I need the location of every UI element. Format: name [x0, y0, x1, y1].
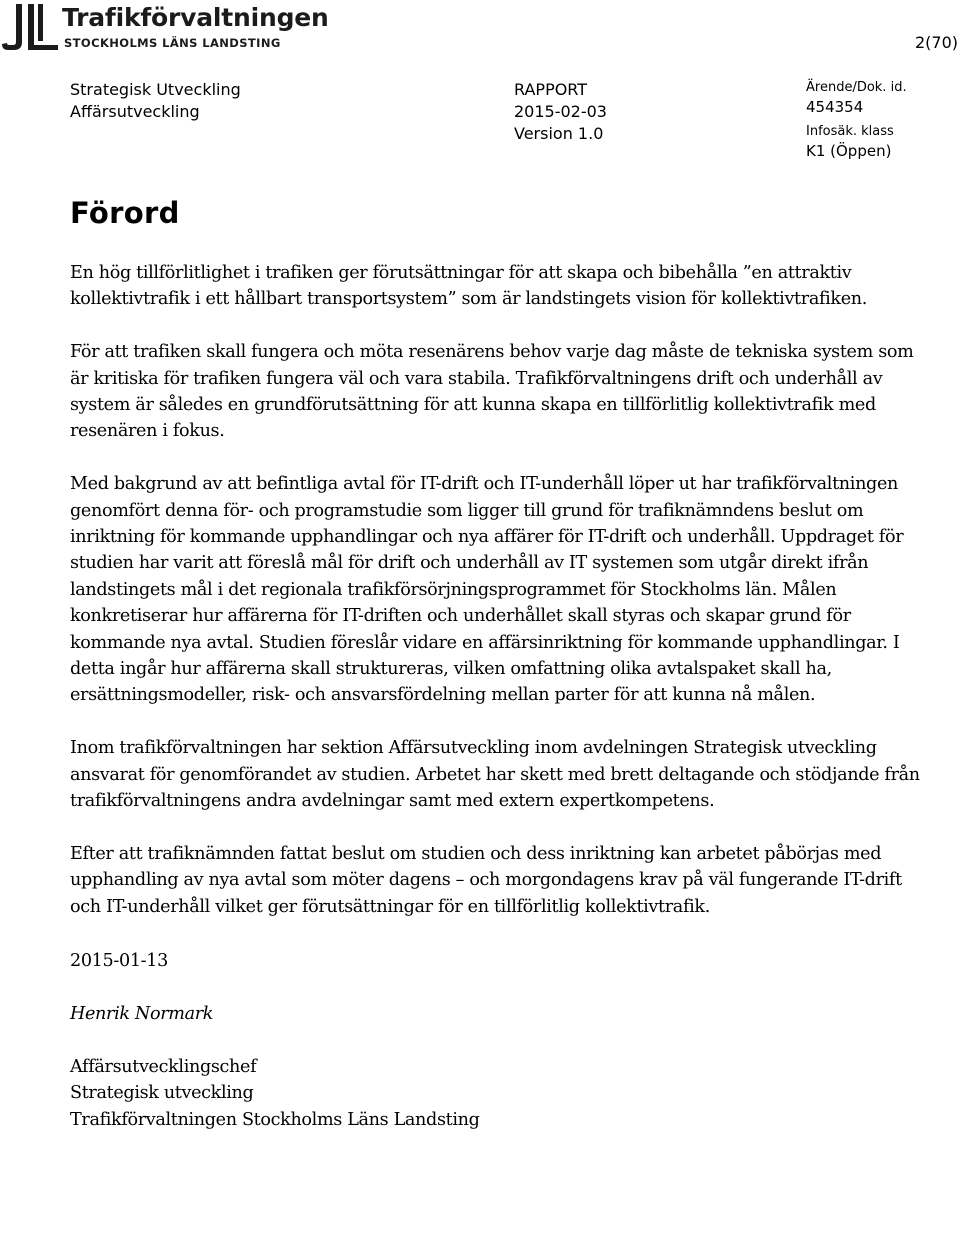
- paragraph: En hög tillförlitlighet i trafiken ger förutsättningar för att skapa och bibehålla ”en attraktiv kollektivtrafik i ett hållbart transportsystem” som är landstingets vision för kollektivtrafiken.: [70, 263, 867, 310]
- document-type: RAPPORT: [514, 80, 588, 99]
- logo-subtitle: STOCKHOLMS LÄNS LANDSTING: [64, 36, 281, 50]
- security-value: K1 (Öppen): [806, 142, 892, 160]
- paragraph: Med bakgrund av att befintliga avtal för IT-drift och IT-underhåll löper ut har trafikförvaltningen genomfört denna för- och programstudie som ligger till grund för trafiknämndens beslut om inriktning för kommande upphandlingar och nya affärer för IT-drift och underhåll. Uppdraget för studien har varit att föreslå mål för drift och underhåll av IT systemen som utgår direkt ifrån landstingets mål i det regionala trafikförsörjningsprogrammet för Stockholms län. Målen konkretiserar hur affärerna för IT-driften och underhållet skall styras och skapar grund för kommande nya avtal. Studien föreslår vidare en affärsinriktning för kommande upphandlingar. I detta ingår hur affärerna skall struktureras, vilken omfattning olika avtalspaket skall ha, ersättningsmodeller, risk- och ansvarsfördelning mellan parter för att kunna nå målen.: [70, 474, 904, 706]
- department: Strategisk Utveckling: [70, 80, 241, 99]
- signature-role: Affärsutvecklingschef: [70, 1056, 257, 1077]
- header-document-block: [514, 79, 607, 145]
- section: Affärsutveckling: [70, 102, 200, 121]
- signature-date: 2015-01-13: [70, 951, 168, 972]
- case-label: Ärende/Dok. id.: [806, 80, 907, 95]
- logo-name: Trafikförvaltningen: [62, 3, 329, 32]
- header-department-block: [70, 79, 241, 123]
- sll-logo-mark-icon: [0, 0, 60, 52]
- signature-unit: Strategisk utveckling: [70, 1083, 254, 1104]
- page-title: Förord: [70, 196, 180, 230]
- paragraph: Inom trafikförvaltningen har sektion Affärsutveckling inom avdelningen Strategisk utveckling ansvarat för genomförandet av studien. Arbetet har skett med brett deltagande och stödjande från trafikförvaltningens andra avdelningar samt med extern expertkompetens.: [70, 738, 920, 812]
- paragraph: Efter att trafiknämnden fattat beslut om studien och dess inriktning kan arbetet påbörjas med upphandling av nya avtal som möter dagens – och morgondagens krav på väl fungerande IT-drift och IT-underhåll vilket ger förutsättningar för en tillförlitlig kollektivtrafik.: [70, 843, 902, 917]
- document-version: Version 1.0: [514, 124, 604, 143]
- signature-block: [70, 1054, 930, 1133]
- signature-organization: Trafikförvaltningen Stockholms Läns Landsting: [70, 1109, 480, 1130]
- document-body: [70, 260, 930, 1133]
- case-id: 454354: [806, 98, 864, 116]
- paragraph: För att trafiken skall fungera och möta resenärens behov varje dag måste de tekniska system som är kritiska för trafiken fungera väl och vara stabila. Trafikförvaltningens drift och underhåll av system är således en grundförutsättning för att kunna skapa en tillförlitlig kollektivtrafik med resenären i fokus.: [70, 342, 914, 442]
- document-date: 2015-02-03: [514, 102, 607, 121]
- page-number: 2(70): [914, 33, 958, 52]
- organization-logo: [0, 0, 329, 52]
- signature-name: Henrik Normark: [70, 1003, 214, 1024]
- header-case-block: [806, 80, 907, 162]
- security-label: Infosäk. klass: [806, 124, 894, 139]
